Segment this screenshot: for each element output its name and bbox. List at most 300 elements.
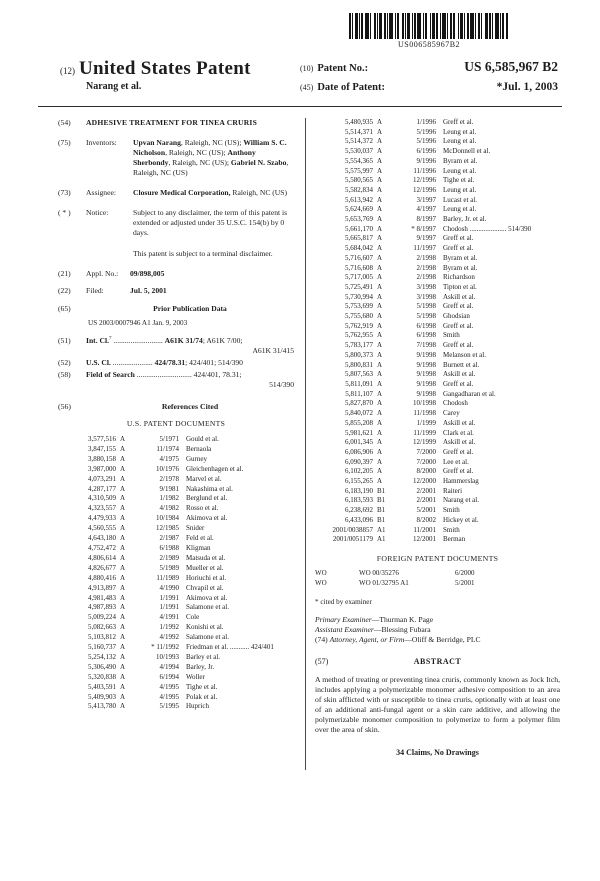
us-cl-line: U.S. Cl. ..................... 424/78.31; 424/401; 514/390 (86, 358, 243, 367)
ref-patent-number: 6,102,205 (345, 467, 373, 476)
field-of-search-line: Field of Search ............................. 424/401, 78.31; (86, 370, 242, 379)
ref-kind-code: A (120, 593, 126, 602)
field-65-code: (65) (58, 304, 71, 313)
ref-patent-number: 5,661,170 (345, 224, 373, 233)
ref-patent-number: 6,001,345 (345, 438, 373, 447)
patent-number-value: US 6,585,967 B2 (464, 59, 558, 74)
body-columns (58, 118, 560, 881)
invention-title: ADHESIVE TREATMENT FOR TINEA CRURIS (86, 118, 258, 127)
ref-date: 2/1978 (159, 474, 179, 483)
ref-patent-number: 5,762,955 (345, 331, 373, 340)
foreign-document-number: WO 01/32795 A1 (359, 578, 409, 587)
foreign-document-number: WO 00/35276 (359, 568, 399, 577)
ref-kind-code: A (377, 127, 383, 136)
left-column (58, 118, 305, 881)
int-cl-section (58, 336, 294, 356)
foreign-date: 6/2000 (455, 568, 475, 577)
us-patent-ref-row (58, 455, 294, 465)
ref-kind-code: A (120, 454, 126, 463)
header-left (60, 58, 251, 92)
field-of-search-body (86, 370, 294, 390)
us-patent-ref-row (315, 331, 560, 341)
ref-inventor-name: Greff et al. (443, 467, 474, 476)
us-patent-ref-row (58, 574, 294, 584)
ref-kind-code: A (377, 147, 383, 156)
ref-inventor-name: Chodosh (443, 399, 468, 408)
ref-date: 11/1998 (413, 409, 436, 418)
us-patent-ref-row (315, 438, 560, 448)
us-patent-ref-row (315, 380, 560, 390)
ref-kind-code: A (377, 118, 383, 126)
ref-patent-number: 5,716,608 (345, 263, 373, 272)
ref-inventor-name: Askill et al. (443, 418, 476, 427)
us-patent-ref-row (315, 225, 560, 235)
field-22-code: (22) (58, 286, 71, 295)
ref-inventor-name: Matsuda et al. (186, 553, 226, 562)
ref-inventor-name: Barley, Jr. et al. (443, 215, 487, 224)
foreign-country-code: WO (315, 568, 327, 577)
ref-kind-code: A (377, 341, 383, 350)
us-patent-ref-row (315, 477, 560, 487)
ref-kind-code: A (377, 273, 383, 282)
ref-inventor-name: Byram et al. (443, 263, 478, 272)
inventors-section (58, 138, 294, 178)
ref-kind-code: A (377, 447, 383, 456)
ref-patent-number: 6,238,692 (345, 506, 373, 515)
us-patent-ref-row (58, 613, 294, 623)
ref-inventor-name: Narang et al. (443, 496, 479, 505)
document-kind-line (60, 58, 251, 80)
field-21-code: (21) (58, 269, 71, 278)
ref-date: 11/1989 (156, 573, 179, 582)
references-cited-heading: References Cited (161, 402, 219, 411)
ref-patent-number: 5,783,177 (345, 341, 373, 350)
cited-by-examiner-note: * cited by examiner (315, 598, 372, 607)
ref-kind-code: A (377, 166, 383, 175)
ref-kind-code: A (120, 534, 126, 543)
ref-kind-code: A (120, 702, 126, 711)
ref-kind-code: A (120, 652, 126, 661)
us-patent-ref-row (315, 167, 560, 177)
ref-patent-number: 5,762,919 (345, 321, 373, 330)
us-patent-ref-row (315, 351, 560, 361)
ref-date: 6/1998 (416, 331, 436, 340)
field-58-code: (58) (58, 370, 71, 379)
ref-kind-code: A (377, 302, 383, 311)
us-patent-ref-row (315, 516, 560, 526)
int-cl-body (86, 336, 294, 356)
us-patent-ref-row (315, 390, 560, 400)
us-patent-ref-row (58, 564, 294, 574)
ref-date: 4/1975 (159, 454, 179, 463)
ref-date: 5/1996 (416, 127, 436, 136)
ref-inventor-name: Byram et al. (443, 156, 478, 165)
filed-value: Jul. 5, 2001 (130, 286, 167, 295)
ref-inventor-name: Askill et al. (443, 438, 476, 447)
ref-date: 8/2002 (416, 515, 436, 524)
ref-inventor-name: Burnett et al. (443, 360, 480, 369)
ref-inventor-name: Askill et al. (443, 370, 476, 379)
ref-patent-number: 4,806,614 (88, 553, 116, 562)
ref-patent-number: 4,560,555 (88, 524, 116, 533)
ref-inventor-name: Hickey et al. (443, 515, 479, 524)
ref-date: 2/1987 (159, 534, 179, 543)
references-cited-section (58, 402, 294, 412)
ref-patent-number: 6,086,906 (345, 447, 373, 456)
claims-line: 34 Claims, No Drawings (396, 747, 479, 757)
ref-date: 9/1997 (416, 234, 436, 243)
us-patent-ref-row (58, 544, 294, 554)
ref-patent-number: 5,716,607 (345, 253, 373, 262)
ref-inventor-name: Tipton et al. (443, 282, 477, 291)
us-patent-ref-row (315, 244, 560, 254)
ref-date: 9/1998 (416, 350, 436, 359)
ref-patent-number: 5,800,831 (345, 360, 373, 369)
ref-inventor-name: Richardson (443, 273, 475, 282)
field-51-code: (51) (58, 336, 71, 345)
ref-patent-number: 6,090,397 (345, 457, 373, 466)
ref-inventor-name: Berman (443, 535, 466, 544)
us-patent-ref-row (315, 409, 560, 419)
ref-patent-number: 5,665,817 (345, 234, 373, 243)
date-of-patent-row (300, 77, 558, 95)
ref-inventor-name: Chodosh ..................... 514/390 (443, 224, 532, 233)
ref-patent-number: 5,624,669 (345, 205, 373, 214)
right-column (306, 118, 560, 881)
us-patent-ref-row (58, 633, 294, 643)
barcode (300, 13, 558, 39)
header-right (300, 13, 558, 95)
field-73-code: (73) (58, 188, 71, 197)
abstract-text: A method of treating or preventing tinea cruris, commonly known as Jock Itch, includes applying a polymerizable monomer adhesive composition to an area of skin afflicted with or susceptible to tinea cruris, optionally with at least one of an additional anti-fungal agent or a skin care additive, and allowing the polymerizable monomer composition to polymerize to form a polymer film over the area of skin. (315, 675, 560, 734)
ref-inventor-name: Polak et al. (186, 692, 218, 701)
us-patent-ref-row (58, 485, 294, 495)
ref-date: 9/1998 (416, 389, 436, 398)
us-patent-ref-row (315, 302, 560, 312)
ref-patent-number: 5,717,005 (345, 273, 373, 282)
field-56-code: (56) (58, 402, 71, 411)
application-number-value: 09/898,005 (130, 269, 165, 278)
ref-patent-number: 3,577,516 (88, 435, 116, 443)
ref-kind-code: A (120, 583, 126, 592)
ref-inventor-name: Friedman et al. ........... 424/401 (186, 643, 274, 652)
inventor-short-name: Narang et al. (86, 81, 142, 92)
ref-date: 11/1997 (413, 244, 436, 253)
us-patent-ref-row (58, 504, 294, 514)
ref-patent-number: 4,479,933 (88, 514, 116, 523)
us-patent-ref-row (58, 693, 294, 703)
ref-kind-code: A (120, 662, 126, 671)
ref-inventor-name: Feld et al. (186, 534, 214, 543)
ref-date: 9/1998 (416, 360, 436, 369)
ref-patent-number: 5,514,371 (345, 127, 373, 136)
us-patent-ref-row (315, 448, 560, 458)
primary-examiner-line: Primary Examiner—Thurman K. Page (315, 615, 434, 625)
ref-patent-number: 6,183,190 (345, 486, 373, 495)
ref-date: 12/1999 (413, 438, 436, 447)
ref-date: 5/1995 (159, 702, 179, 711)
ref-inventor-name: Kligman (186, 543, 211, 552)
ref-date: 4/1990 (159, 583, 179, 592)
ref-date: 7/2000 (416, 447, 436, 456)
us-patent-ref-row (58, 514, 294, 524)
ref-date: * 8/1997 (411, 224, 436, 233)
ref-kind-code: A (120, 573, 126, 582)
ref-kind-code: A (120, 603, 126, 612)
us-patent-ref-row (58, 534, 294, 544)
int-cl-continuation: A61K 31/415 (252, 346, 294, 355)
date-field-code: (45) (300, 83, 314, 92)
ref-date: 5/1971 (159, 435, 179, 443)
foreign-references-list (315, 569, 560, 588)
ref-kind-code: A (120, 692, 126, 701)
ref-kind-code: A (377, 312, 383, 321)
us-patent-ref-row (58, 524, 294, 534)
ref-kind-code: A (377, 467, 383, 476)
ref-kind-code: A (377, 428, 383, 437)
ref-kind-code: A (377, 418, 383, 427)
ref-inventor-name: Leung et al. (443, 185, 477, 194)
attorney-line (315, 635, 560, 645)
ref-kind-code: A (120, 643, 126, 652)
ref-date: 9/1998 (416, 379, 436, 388)
ref-patent-number: 4,752,472 (88, 543, 116, 552)
us-patent-ref-row (315, 147, 560, 157)
ref-kind-code: A (120, 435, 126, 443)
ref-date: 4/1997 (416, 205, 436, 214)
ref-patent-number: 4,826,677 (88, 563, 116, 572)
field-75-code: (75) (58, 138, 71, 147)
header-divider-rule (38, 106, 562, 107)
date-of-patent-value: *Jul. 1, 2003 (496, 81, 558, 93)
ref-date: 10/1976 (156, 464, 179, 473)
us-patent-ref-row (58, 653, 294, 663)
ref-inventor-name: Gurney (186, 454, 207, 463)
patent-number-label-text: Patent No.: (317, 63, 369, 74)
field-of-search-section (58, 370, 294, 390)
ref-patent-number: 5,554,365 (345, 156, 373, 165)
ref-kind-code: A1 (377, 535, 386, 544)
us-patent-ref-row (315, 370, 560, 380)
ref-patent-number: 5,254,132 (88, 652, 116, 661)
ref-inventor-name: Melanson et al. (443, 350, 486, 359)
ref-date: 10/1984 (156, 514, 179, 523)
ref-inventor-name: Woller (186, 672, 205, 681)
ref-patent-number: 5,082,663 (88, 623, 116, 632)
us-patent-ref-row (58, 465, 294, 475)
patent-number-label (300, 58, 368, 76)
ref-kind-code: A (377, 370, 383, 379)
notice-body (133, 208, 294, 259)
ref-kind-code: B1 (377, 515, 386, 524)
assistant-examiner-line: Assistant Examiner—Blessing Fubara (315, 625, 431, 635)
ref-date: 2/1998 (416, 273, 436, 282)
ref-kind-code: A (377, 263, 383, 272)
ref-date: 11/2001 (413, 525, 436, 534)
ref-inventor-name: Greff et al. (443, 341, 474, 350)
ref-patent-number: 5,755,680 (345, 312, 373, 321)
us-references-right-list (315, 118, 560, 545)
ref-patent-number: 5,807,563 (345, 370, 373, 379)
ref-date: 1/1991 (159, 603, 179, 612)
ref-inventor-name: Cole (186, 613, 200, 622)
notice-section (58, 208, 294, 259)
date-of-patent-label (300, 77, 385, 95)
field-52-code: (52) (58, 358, 71, 367)
ref-patent-number: 5,753,699 (345, 302, 373, 311)
ref-kind-code: A (377, 477, 383, 486)
ref-patent-number: 5,613,942 (345, 195, 373, 204)
us-patent-ref-row (315, 458, 560, 468)
inventors-label: Inventors: (86, 138, 117, 147)
ref-date: 1/1999 (416, 418, 436, 427)
filed-date-section (58, 286, 294, 296)
ref-date: 4/1995 (159, 692, 179, 701)
ref-kind-code: A (377, 185, 383, 194)
ref-patent-number: 5,730,994 (345, 292, 373, 301)
attorney-text: Attorney, Agent, or Firm—Oliff & Berridge, PLC (329, 635, 481, 645)
ref-date: 1/1982 (159, 494, 179, 503)
ref-patent-number: 5,413,780 (88, 702, 116, 711)
ref-kind-code: A (377, 195, 383, 204)
us-patent-ref-row (58, 584, 294, 594)
ref-kind-code: A (120, 672, 126, 681)
us-patent-ref-row (315, 264, 560, 274)
ref-kind-code: A (120, 444, 126, 453)
ref-patent-number: 2001/0051179 (332, 535, 373, 544)
us-patent-ref-row (58, 603, 294, 613)
us-patent-ref-row (315, 322, 560, 332)
ref-inventor-name: Leung et al. (443, 205, 477, 214)
ref-inventor-name: Greff et al. (443, 244, 474, 253)
ref-inventor-name: Hammerslag (443, 477, 479, 486)
ref-kind-code: A (377, 438, 383, 447)
us-patent-ref-row (315, 273, 560, 283)
ref-inventor-name: Lucast et al. (443, 195, 478, 204)
ref-kind-code: A (120, 524, 126, 533)
ref-date: 2/1998 (416, 253, 436, 262)
ref-patent-number: 5,811,107 (345, 389, 373, 398)
ref-date: 6/1988 (159, 543, 179, 552)
ref-kind-code: A (120, 563, 126, 572)
ref-date: 5/2001 (416, 506, 436, 515)
ref-date: 4/1994 (159, 662, 179, 671)
ref-patent-number: 5,480,935 (345, 118, 373, 126)
ref-inventor-name: Marvel et al. (186, 474, 222, 483)
ref-date: 7/1998 (416, 341, 436, 350)
application-number-label: Appl. No.: (86, 269, 119, 278)
ref-inventor-name: Horiuchi et al. (186, 573, 227, 582)
us-patent-ref-row (315, 312, 560, 322)
ref-date: 7/2000 (416, 457, 436, 466)
ref-inventor-name: Akimova et al. (186, 514, 228, 523)
us-patent-ref-row (58, 683, 294, 693)
ref-patent-number: 5,855,208 (345, 418, 373, 427)
us-patent-ref-row (58, 673, 294, 683)
abstract-heading: ABSTRACT (413, 657, 462, 667)
us-patent-documents-heading: U.S. PATENT DOCUMENTS (126, 419, 226, 428)
us-patent-ref-row (315, 137, 560, 147)
ref-kind-code: A (377, 137, 383, 146)
us-references-left-list (58, 435, 294, 712)
ref-inventor-name: Greff et al. (443, 379, 474, 388)
ref-date: 2/2001 (416, 496, 436, 505)
ref-date: 12/1996 (413, 185, 436, 194)
ref-patent-number: 6,183,593 (345, 496, 373, 505)
us-patent-ref-row (315, 283, 560, 293)
prior-publication-heading: Prior Publication Data (153, 304, 227, 313)
date-label-text: Date of Patent: (317, 82, 385, 93)
foreign-ref-row (315, 579, 560, 589)
ref-date: 1/1991 (159, 593, 179, 602)
ref-inventor-name: Greff et al. (443, 234, 474, 243)
ref-kind-code: B1 (377, 496, 386, 505)
notice-asterisk-code: ( * ) (58, 208, 71, 217)
us-patent-ref-row (315, 361, 560, 371)
ref-kind-code: A (377, 292, 383, 301)
ref-date: 10/1998 (413, 399, 436, 408)
us-patent-ref-row (58, 623, 294, 633)
us-patent-ref-row (58, 445, 294, 455)
foreign-country-code: WO (315, 578, 327, 587)
us-patent-ref-row (58, 594, 294, 604)
ref-patent-number: 5,653,769 (345, 215, 373, 224)
ref-kind-code: A (120, 514, 126, 523)
ref-patent-number: 3,880,158 (88, 454, 116, 463)
us-patent-ref-row (315, 205, 560, 215)
int-cl-line: Int. Cl.$^7$ .......................... A61K 31/74; A61K 7/00; (86, 336, 243, 345)
ref-date: 5/1998 (416, 312, 436, 321)
us-patent-ref-row (58, 702, 294, 712)
ref-kind-code: A (377, 156, 383, 165)
ref-kind-code: A (377, 389, 383, 398)
us-patent-ref-row (315, 467, 560, 477)
ref-inventor-name: Greff et al. (443, 302, 474, 311)
us-patent-ref-row (315, 196, 560, 206)
ref-inventor-name: Tighe et al. (443, 176, 475, 185)
ref-patent-number: 6,433,096 (345, 515, 373, 524)
ref-inventor-name: Greff et al. (443, 321, 474, 330)
ref-date: 9/1996 (416, 156, 436, 165)
ref-date: 4/1992 (159, 633, 179, 642)
ref-kind-code: A (120, 543, 126, 552)
abstract-heading-row (315, 657, 560, 666)
us-patent-ref-row (315, 157, 560, 167)
ref-patent-number: 4,287,177 (88, 484, 116, 493)
ref-patent-number: 5,840,072 (345, 409, 373, 418)
ref-date: 5/1998 (416, 302, 436, 311)
ref-date: 6/1994 (159, 672, 179, 681)
us-patent-ref-row (315, 186, 560, 196)
ref-date: 11/1974 (156, 444, 179, 453)
ref-kind-code: B1 (377, 506, 386, 515)
assignee-label: Assignee: (86, 188, 116, 197)
ref-patent-number: 5,800,373 (345, 350, 373, 359)
ref-kind-code: A (377, 244, 383, 253)
ref-kind-code: A (377, 350, 383, 359)
us-patent-ref-row (315, 341, 560, 351)
us-patent-ref-row (58, 554, 294, 564)
ref-date: 8/2000 (416, 467, 436, 476)
us-patent-ref-row (315, 176, 560, 186)
ref-patent-number: 5,827,870 (345, 399, 373, 408)
ref-inventor-name: Konishi et al. (186, 623, 224, 632)
us-patent-ref-row (315, 234, 560, 244)
ref-date: * 11/1992 (151, 643, 179, 652)
us-patent-ref-row (315, 118, 560, 128)
ref-date: 12/2001 (413, 535, 436, 544)
ref-inventor-name: Huprich (186, 702, 209, 711)
